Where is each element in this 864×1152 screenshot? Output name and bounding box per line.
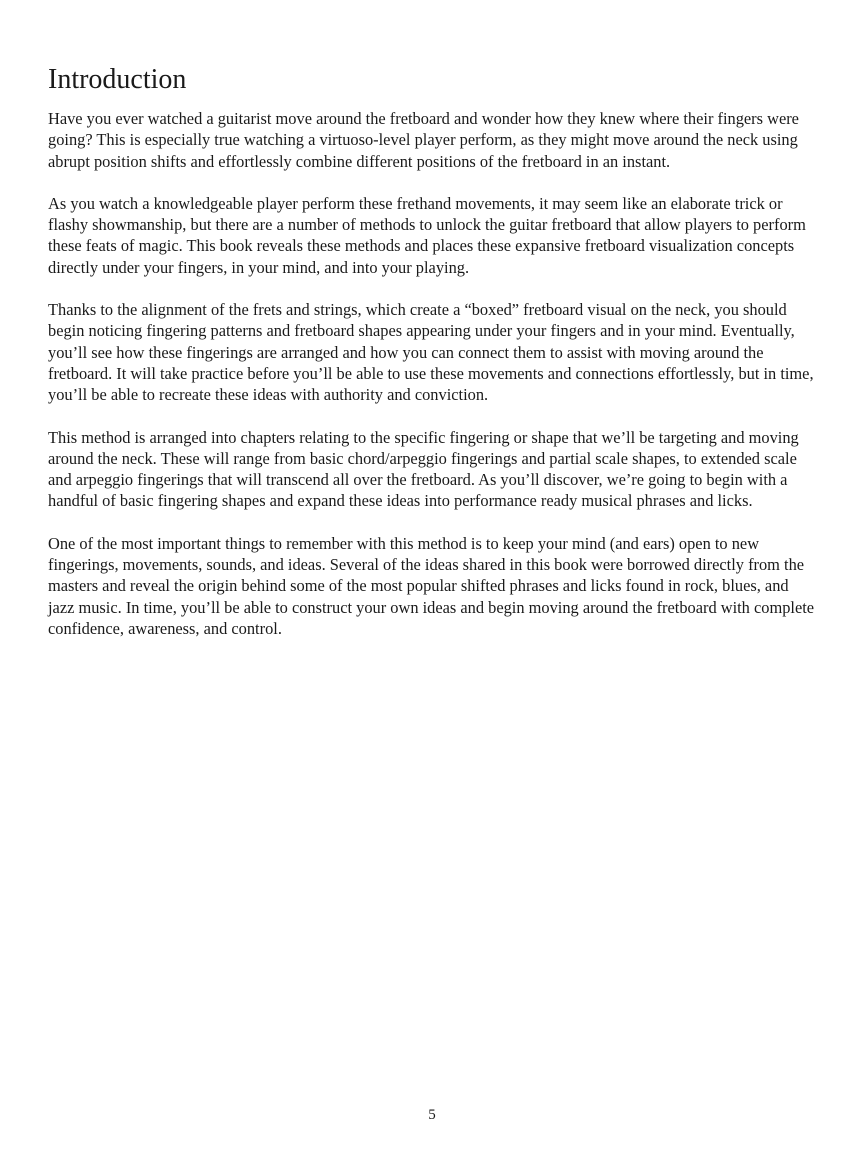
page-title: Introduction bbox=[48, 64, 187, 95]
paragraph-1: Have you ever watched a guitarist move around the fretboard and wonder how they knew where their fingers were going? This is especially true watching a virtuoso-level player perform, as they might move around the neck using abrupt position shifts and effortlessly combine different positions of the fretboard in an instant. bbox=[48, 109, 799, 171]
page-content bbox=[48, 62, 816, 660]
paragraph-3: Thanks to the alignment of the frets and strings, which create a “boxed” fretboard visual on the neck, you should begin noticing fingering patterns and fretboard shapes appearing under your fingers and in your mind. Eventually, you’ll see how these fingerings are arranged and how you can connect them to assist with moving around the fretboard. It will take practice before you’ll be able to use these movements and connections effortlessly, but in time, you’ll be able to recreate these ideas with authority and conviction. bbox=[48, 300, 814, 405]
paragraph-4: This method is arranged into chapters relating to the specific fingering or shape that we’ll be targeting and moving around the neck. These will range from basic chord/arpeggio fingerings and partial scale shapes, to extended scale and arpeggio fingerings that will transcend all over the fretboard. As you’ll discover, we’re going to begin with a handful of basic fingering shapes and expand these ideas into performance ready musical phrases and licks. bbox=[48, 427, 799, 511]
paragraph-2: As you watch a knowledgeable player perform these frethand movements, it may seem like an elaborate trick or flashy showmanship, but there are a number of methods to unlock the guitar fretboard that allow players to perform these feats of magic. This book reveals these methods and places these expansive fretboard visualization concepts directly under your fingers, in your mind, and into your playing. bbox=[48, 193, 806, 277]
paragraph-5: One of the most important things to remember with this method is to keep your mind (and ears) open to new fingerings, movements, sounds, and ideas. Several of the ideas shared in this book were borrowed directly from the masters and reveal the origin behind some of the most popular shifted phrases and licks found in rock, blues, and jazz music. In time, you’ll be able to construct your own ideas and begin moving around the fretboard with complete confidence, awareness, and control. bbox=[48, 533, 815, 638]
page-number: 5 bbox=[428, 1107, 436, 1123]
